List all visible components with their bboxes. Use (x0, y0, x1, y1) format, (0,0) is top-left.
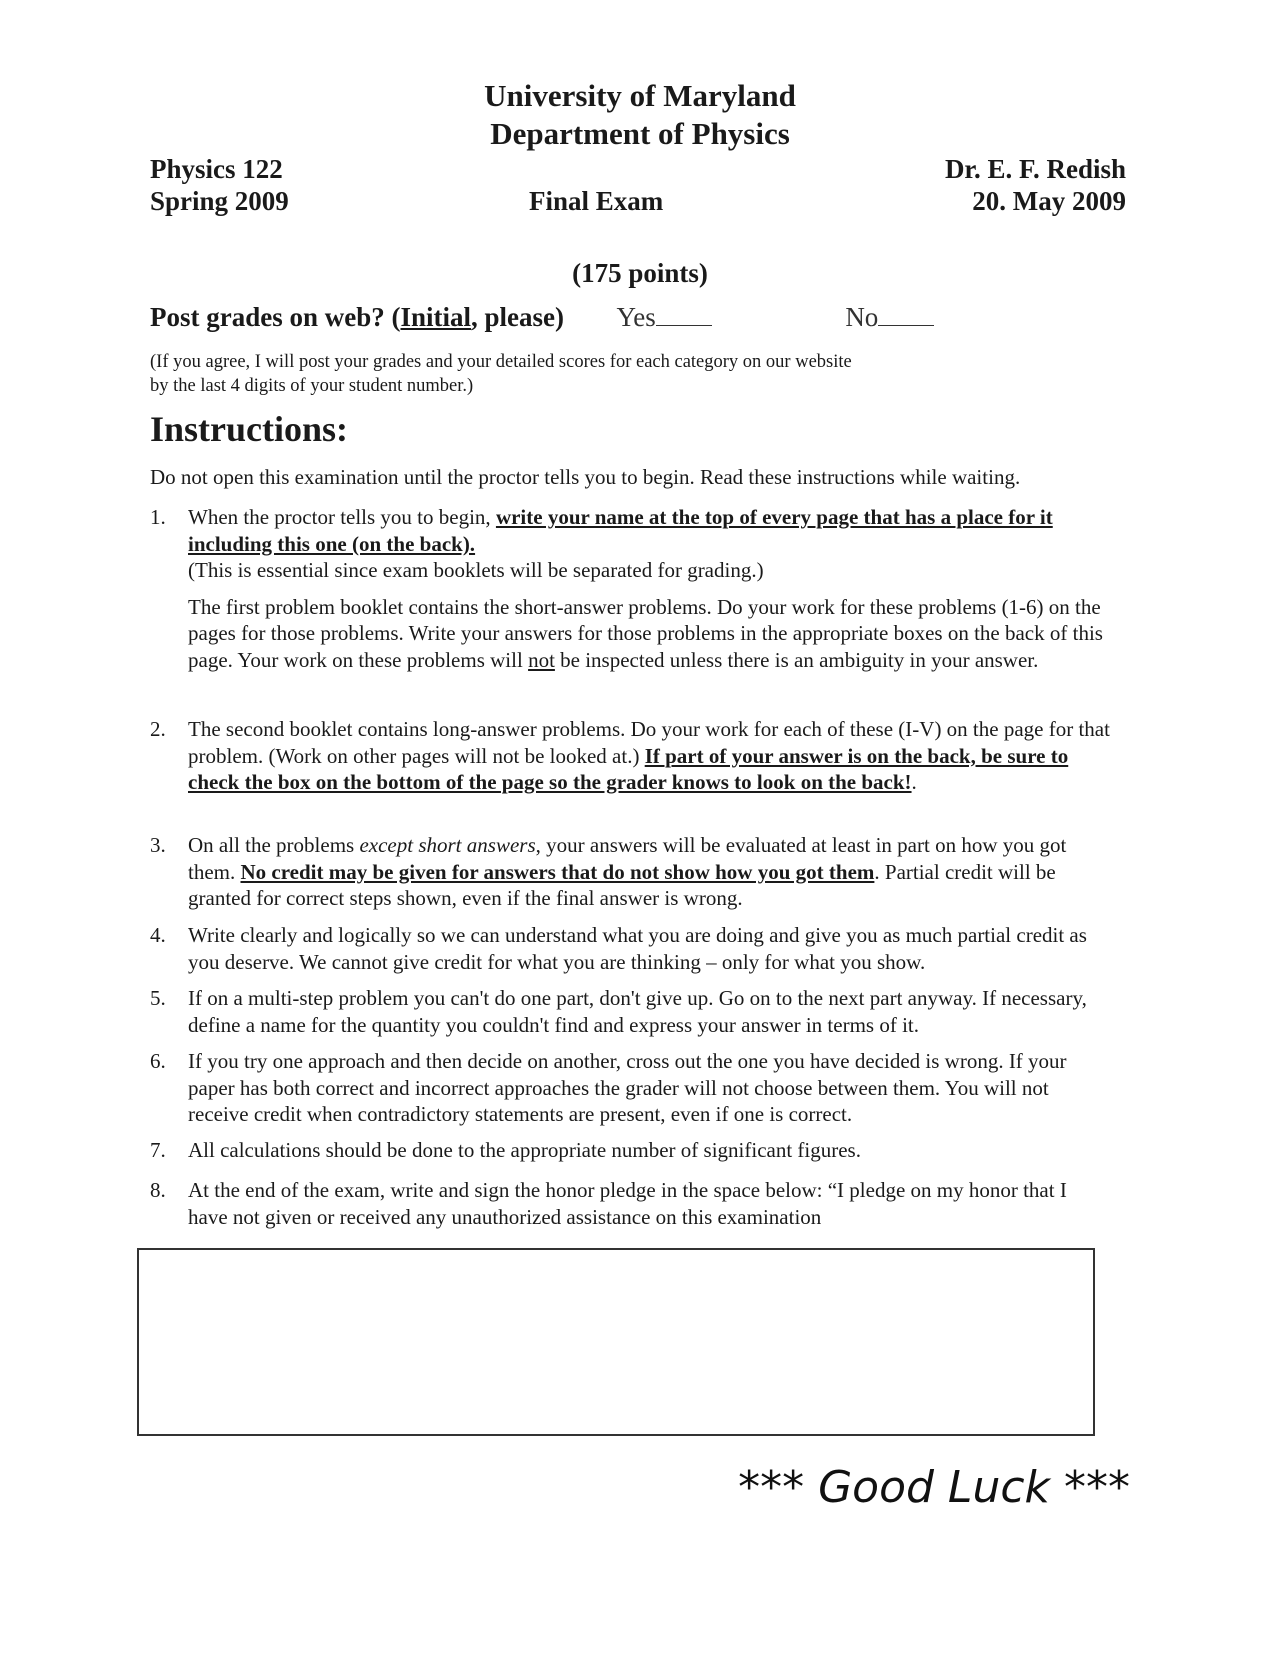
note-line-2: by the last 4 digits of your student number.) (150, 376, 474, 396)
instruction-item-7 (150, 1137, 1110, 1164)
instruction-item-1 (150, 504, 1110, 673)
instructor-label: Dr. E. F. Redish (944, 154, 1126, 184)
post-grades-question: Post grades on web? (150, 302, 385, 332)
no-initial-blank[interactable] (878, 305, 934, 326)
item-number: 2. (150, 717, 166, 741)
item-1-emphasis: write your name at the top of every page that has a place for it including this one (on the back). (188, 505, 1053, 556)
instruction-item-8 (150, 1177, 1110, 1230)
item-1-text-a: When the proctor tells you to begin, (188, 505, 496, 529)
course-label: Physics 122 (150, 154, 283, 184)
post-grades-note (150, 350, 970, 398)
item-3-emphasis: No credit may be given for answers that do not show how you got them (240, 859, 875, 884)
item-1-para2-not: not (528, 647, 555, 672)
item-3-text-c: , your answers will be evaluated at least in part on how you got them. (188, 833, 1067, 884)
item-2-text-c: . (911, 770, 917, 794)
post-grades-line (150, 302, 934, 333)
item-number: 4. (150, 923, 166, 947)
item-7-text: All calculations should be done to the appropriate number of significant figures. (188, 1138, 861, 1162)
item-number: 5. (150, 986, 166, 1010)
instruction-item-6 (150, 1048, 1110, 1128)
item-number: 3. (150, 833, 166, 857)
item-8-text: At the end of the exam, write and sign the honor pledge in the space below: “I pledge on my honor that I have not given or received any unauthorized assistance on this examination (188, 1178, 1067, 1229)
university-title: University of Maryland (484, 78, 796, 113)
item-5-text: If on a multi-step problem you can't do one part, don't give up. Go on to the next part anyway. If necessary, define a name for the quantity you couldn't find and express your answer in terms of it. (188, 986, 1087, 1037)
instructions-intro: Do not open this examination until the proctor tells you to begin. Read these instructions while waiting. (150, 465, 1021, 489)
term-label: Spring 2009 (150, 186, 289, 216)
item-number: 6. (150, 1049, 166, 1073)
instruction-item-2 (150, 716, 1110, 796)
item-3-italic: except short answers (359, 833, 536, 857)
item-3-text-a: On all the problems (188, 833, 360, 857)
item-number: 7. (150, 1138, 166, 1162)
item-3-text-e: . Partial credit will be granted for correct steps shown, even if the final answer is wrong. (188, 859, 1056, 910)
good-luck-message: *** Good Luck *** (738, 1462, 1130, 1513)
instruction-item-3 (150, 832, 1110, 912)
instructions-heading: Instructions: (150, 409, 349, 449)
exam-date: 20. May 2009 (972, 186, 1126, 216)
post-grades-paren: ( (391, 302, 401, 332)
item-1-para2-a: The first problem booklet contains the short-answer problems. Do your work for these problems (1-6) on the pages for those problems. Write your answers for those problems in the appropriate boxes on the back of this page. Your work on these problems will (188, 594, 1103, 672)
item-1-text-c: (This is essential since exam booklets will be separated for grading.) (188, 558, 764, 582)
instruction-item-5 (150, 985, 1110, 1038)
yes-initial-blank[interactable] (656, 305, 712, 326)
honor-pledge-box[interactable] (137, 1248, 1095, 1436)
item-2-text-a: The second booklet contains long-answer problems. Do your work for each of these (I-V) on the page for that problem. (Work on other pages will not be looked at.) (188, 717, 1110, 768)
item-number: 1. (150, 505, 166, 529)
post-grades-initial: Initial (400, 302, 472, 332)
note-line-1: (If you agree, I will post your grades and your detailed scores for each category on our website (150, 352, 852, 372)
exam-title: Final Exam (529, 186, 664, 216)
item-6-text: If you try one approach and then decide on another, cross out the one you have decided is wrong. If your paper has both correct and incorrect approaches the grader will not choose between them. You will not receive credit when contradictory statements are present, even if one is correct. (188, 1049, 1067, 1126)
item-number: 8. (150, 1178, 166, 1202)
no-option-label: No (845, 302, 879, 332)
post-grades-please: , please) (471, 302, 565, 332)
item-1-para2-c: be inspected unless there is an ambiguity in your answer. (554, 647, 1039, 672)
department-title: Department of Physics (490, 116, 790, 151)
yes-option-label: Yes (616, 302, 656, 332)
item-2-emphasis: If part of your answer is on the back, be sure to check the box on the bottom of the page so the grader knows to look on the back! (188, 743, 1069, 794)
instruction-item-4 (150, 922, 1110, 975)
item-4-text: Write clearly and logically so we can understand what you are doing and give you as much partial credit as you deserve. We cannot give credit for what you are thinking – only for what you show. (188, 923, 1087, 974)
total-points: (175 points) (572, 258, 708, 288)
